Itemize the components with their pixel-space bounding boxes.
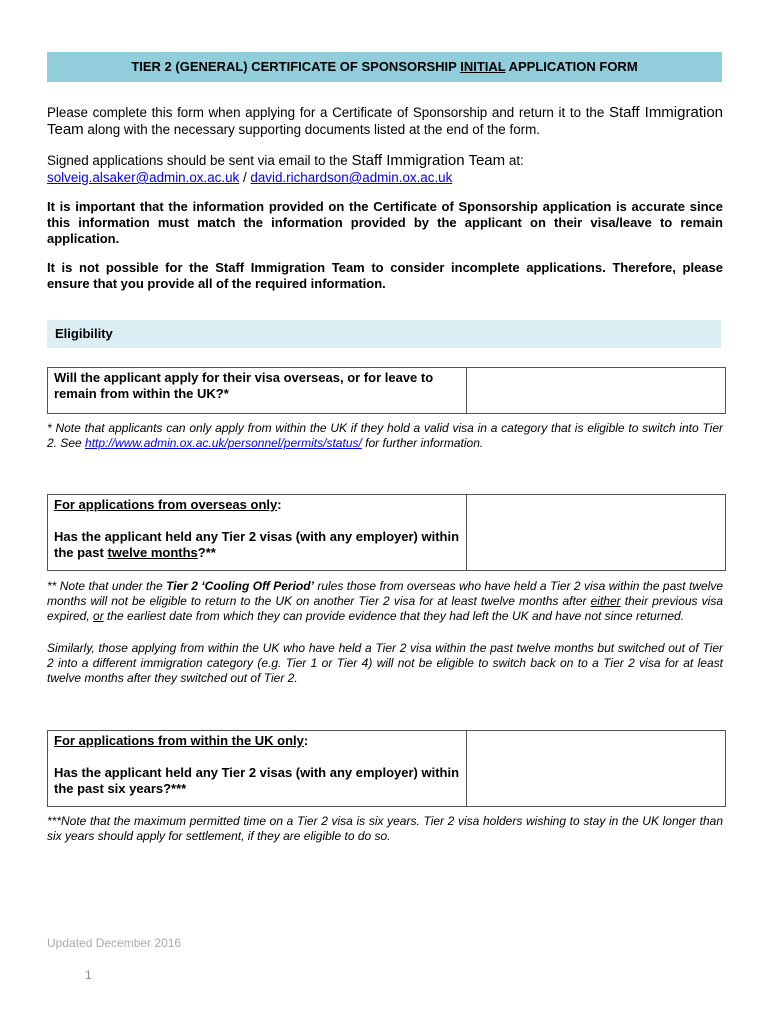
q3-colon: : bbox=[303, 733, 309, 748]
note-2-d: the earliest date from which they can provide evidence that they had left the UK and have not since returned. bbox=[103, 609, 685, 623]
answer-field-1[interactable] bbox=[467, 368, 726, 414]
title-text-end: APPLICATION FORM bbox=[505, 59, 638, 74]
question-1: Will the applicant apply for their visa overseas, or for leave to remain from within the UK?* bbox=[48, 368, 467, 414]
question-table-2 bbox=[47, 494, 726, 571]
note-1-text-end: for further information. bbox=[361, 436, 484, 450]
section-eligibility: Eligibility bbox=[47, 320, 721, 348]
status-link[interactable]: http://www.admin.ox.ac.uk/personnel/permits/status/ bbox=[85, 436, 362, 450]
email-link-2[interactable]: david.richardson@admin.ox.ac.uk bbox=[250, 170, 453, 185]
question-3 bbox=[48, 731, 467, 807]
note-1 bbox=[47, 421, 723, 451]
q2-twelve-months: twelve months bbox=[107, 545, 198, 560]
q2-text: Has the applicant held any Tier 2 visas (with any employer) within the past bbox=[54, 529, 460, 560]
signed-team: Staff Immigration Team bbox=[351, 152, 506, 169]
updated-date: Updated December 2016 bbox=[47, 936, 182, 950]
q2-heading: For applications from overseas only bbox=[54, 497, 278, 512]
signed-paragraph bbox=[47, 152, 723, 186]
important-notice-2: It is not possible for the Staff Immigration Team to consider incomplete applications. Therefore, please ensure that you provide all of the required information. bbox=[47, 260, 723, 291]
question-2 bbox=[48, 495, 467, 571]
note-1-text: * Note that applicants can only apply from within the UK if they hold a valid visa in a category that is eligible to switch into Tier 2. See bbox=[47, 421, 723, 450]
signed-text-end: at: bbox=[505, 153, 524, 168]
signed-text: Signed applications should be sent via email to the bbox=[47, 153, 352, 168]
q2-colon: : bbox=[277, 497, 282, 512]
note-2-or: or bbox=[93, 609, 104, 623]
important-notice-1: It is important that the information provided on the Certificate of Sponsorship application is accurate since this information must match the information provided by the applicant on their visa/leave to remain application. bbox=[47, 199, 723, 246]
note-2-bold: Tier 2 ‘Cooling Off Period’ bbox=[166, 579, 314, 593]
note-2-c: their previous visa expired, bbox=[47, 594, 723, 623]
answer-field-3[interactable] bbox=[467, 731, 726, 807]
question-table-1 bbox=[47, 367, 726, 414]
intro-team: Staff Immigration Team bbox=[47, 104, 723, 138]
page-number: 1 bbox=[85, 968, 92, 982]
title-initial: INITIAL bbox=[460, 59, 506, 74]
email-link-1[interactable]: solveig.alsaker@admin.ox.ac.uk bbox=[47, 170, 240, 185]
q2-text-end: ?** bbox=[197, 545, 216, 560]
title-text: TIER 2 (GENERAL) CERTIFICATE OF SPONSORSHIP bbox=[131, 59, 461, 74]
intro-paragraph bbox=[47, 104, 723, 138]
note-2-a: ** Note that under the bbox=[47, 579, 167, 593]
form-title bbox=[47, 52, 722, 82]
question-table-3 bbox=[47, 730, 726, 807]
note-4: ***Note that the maximum permitted time on a Tier 2 visa is six years. Tier 2 visa holders wishing to stay in the UK longer than six years should apply for settlement, if they are eligible to do so. bbox=[47, 814, 723, 843]
note-2-either: either bbox=[590, 594, 621, 608]
intro-text: Please complete this form when applying for a Certificate of Sponsorship and return it to the bbox=[47, 105, 609, 120]
q3-text: Has the applicant held any Tier 2 visas (with any employer) within the past six years?*** bbox=[54, 765, 460, 796]
note-3: Similarly, those applying from within the UK who have held a Tier 2 visa within the past twelve months but switched out of Tier 2 into a different immigration category (e.g. Tier 1 or Tier 4) will not be eligible to switch back on to a Tier 2 visa for at least twelve months after they switched out of Tier 2. bbox=[47, 641, 723, 685]
note-2-b: rules those from overseas who have held a Tier 2 visa within the past twelve months will not be eligible to return to the UK on another Tier 2 visa for at least twelve months after bbox=[47, 579, 724, 608]
email-separator: / bbox=[239, 170, 251, 185]
intro-text-end: along with the necessary supporting documents listed at the end of the form. bbox=[83, 122, 540, 137]
note-2 bbox=[47, 579, 723, 624]
answer-field-2[interactable] bbox=[467, 495, 726, 571]
q3-heading: For applications from within the UK only bbox=[54, 733, 304, 748]
